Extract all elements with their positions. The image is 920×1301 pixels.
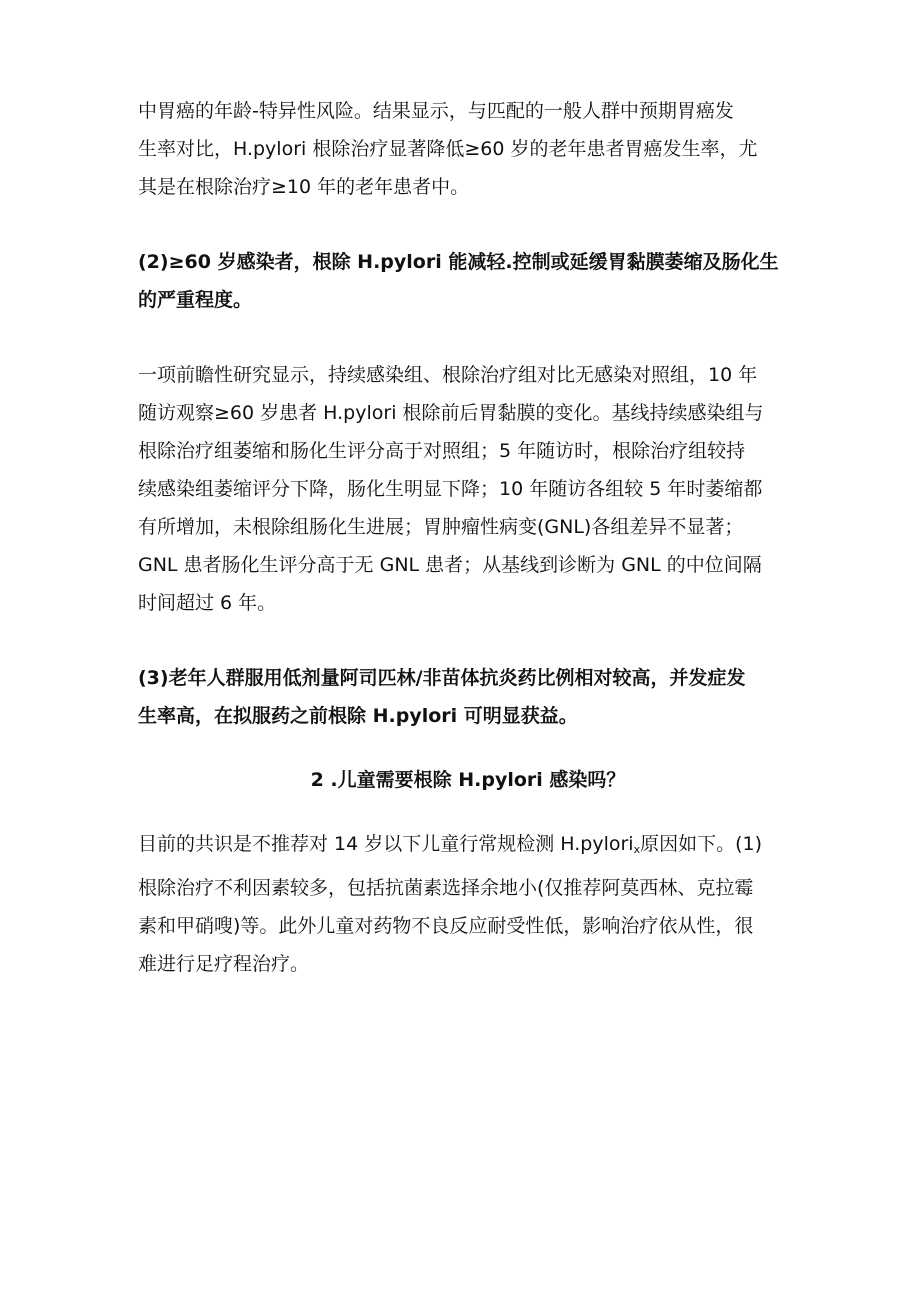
text-line: 一项前瞻性研究显示，持续感染组、根除治疗组对比无感染对照组，10 年 [138, 364, 758, 386]
text-line: GNL 患者肠化生评分高于无 GNL 患者；从基线到诊断为 GNL 的中位间隔 [138, 554, 762, 576]
text-line: 时间超过 6 年。 [138, 592, 277, 614]
text-line: 素和甲硝嗖)等。此外儿童对药物不良反应耐受性低，影响治疗依从性，很 [138, 915, 754, 937]
paragraph-children-consensus [138, 825, 798, 983]
heading-point-2 [138, 243, 798, 319]
paragraph-prospective-study [138, 356, 798, 622]
text-line: 续感染组萎缩评分下降，肠化生明显下降；10 年随访各组较 5 年时萎缩都 [138, 478, 763, 500]
document-page [138, 92, 798, 983]
text-line: 难进行足疗程治疗。 [138, 953, 310, 975]
subscript-mark: x [633, 843, 641, 856]
paragraph-gastric-cancer-risk [138, 92, 798, 206]
text-line: 根除治疗不利因素较多，包括抗菌素选择余地小(仅推荐阿莫西林、克拉霉 [138, 877, 754, 899]
text-line: 其是在根除治疗≥10 年的老年患者中。 [138, 176, 470, 198]
heading-point-3 [138, 659, 798, 735]
text-segment: 原因如下。(1) [640, 833, 763, 855]
text-line: 中胃癌的年龄-特异性风险。结果显示，与匹配的一般人群中预期胃癌发 [138, 100, 734, 122]
text-line [138, 825, 798, 869]
text-line: 有所增加，未根除组肠化生进展；胃肿瘤性病变(GNL)各组差异不显著； [138, 516, 744, 538]
section-title [138, 761, 798, 799]
heading-line: (3)老年人群服用低剂量阿司匹林/非苗体抗炎药比例相对较高，并发症发 [138, 667, 746, 689]
text-line: 生率对比，H.pylori 根除治疗显著降低≥60 岁的老年患者胃癌发生率，尤 [138, 138, 758, 160]
text-line: 随访观察≥60 岁患者 H.pylori 根除前后胃黏膜的变化。基线持续感染组与 [138, 402, 764, 424]
section-title-text: 2 .儿童需要根除 H.pylori 感染吗？ [310, 769, 626, 791]
text-line: 根除治疗组萎缩和肠化生评分高于对照组；5 年随访时，根除治疗组较持 [138, 440, 746, 462]
heading-line: (2)≥60 岁感染者，根除 H.pylori 能减轻.控制或延缓胃黏膜萎缩及肠化生 [138, 251, 779, 273]
text-segment: 目前的共识是不推荐对 14 岁以下儿童行常规检测 H.pylori [138, 833, 634, 855]
heading-line: 的严重程度。 [138, 289, 253, 311]
heading-line: 生率高，在拟服药之前根除 H.pylori 可明显获益。 [138, 705, 578, 727]
